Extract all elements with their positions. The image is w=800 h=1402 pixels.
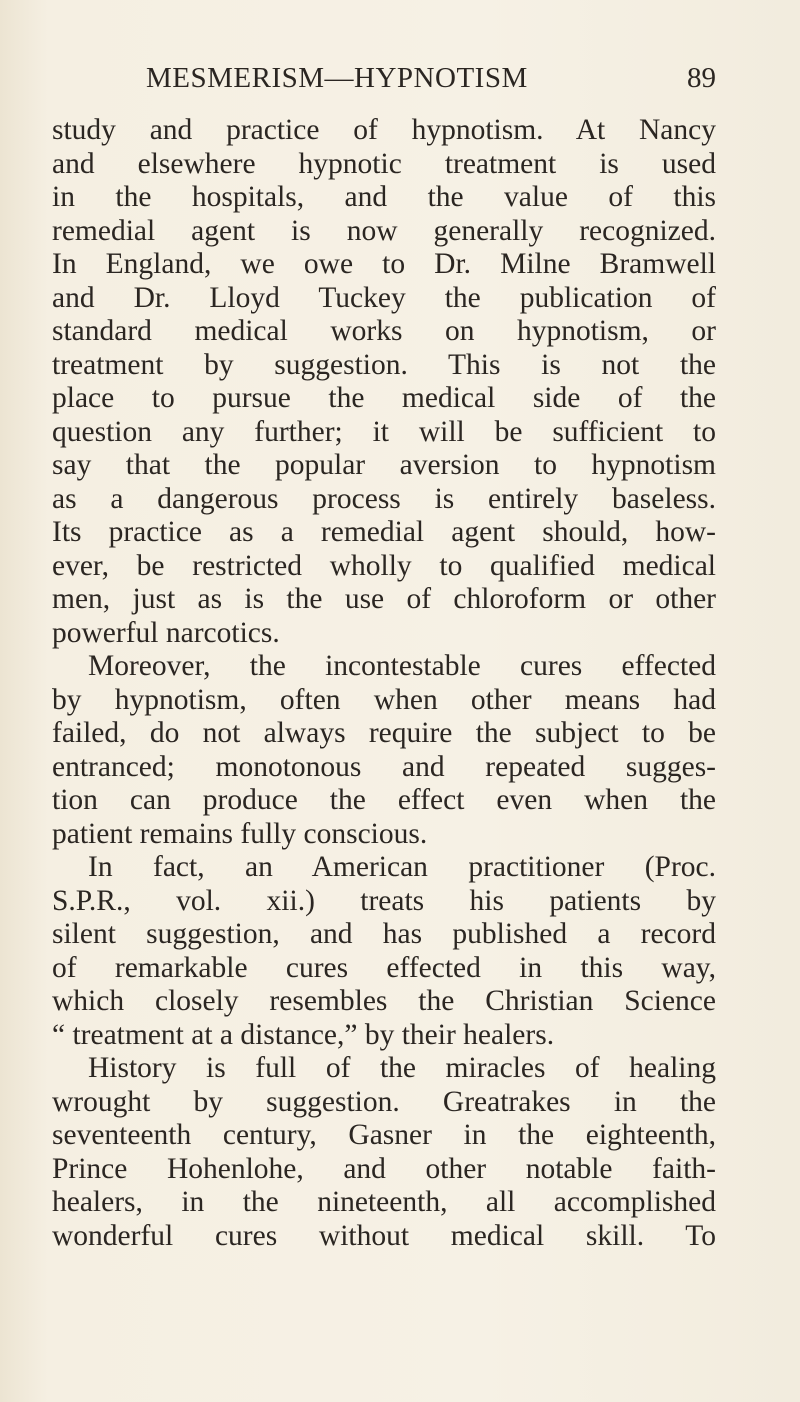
text-line: S.P.R., vol. xii.) treats his patients by: [52, 884, 716, 917]
text-line: of remarkable cures effected in this way,: [52, 951, 716, 984]
text-line: as a dangerous process is entirely baseless.: [52, 482, 716, 515]
text-line: remedial agent is now generally recognized.: [52, 214, 716, 247]
text-line: wrought by suggestion. Greatrakes in the: [52, 1085, 716, 1118]
text-line: History is full of the miracles of healing: [88, 1052, 716, 1084]
text-line: wonderful cures without medical skill. To: [52, 1219, 716, 1252]
text-line: standard medical works on hypnotism, or: [52, 315, 716, 347]
text-line: healers, in the nineteenth, all accomplished: [52, 1186, 716, 1218]
text-line: by hypnotism, often when other means had: [52, 683, 716, 716]
text-line: “ treatment at a distance,” by their healers.: [52, 1018, 555, 1051]
text-line: which closely resembles the Christian Science: [52, 985, 716, 1017]
text-line: study and practice of hypnotism. At Nancy: [52, 114, 716, 146]
text-line: tion can produce the effect even when the: [52, 784, 716, 816]
text-line: question any further; it will be sufficient to: [52, 415, 716, 448]
text-line: in the hospitals, and the value of this: [52, 181, 716, 213]
text-line: failed, do not always require the subject to be: [52, 717, 716, 749]
text-line: men, just as is the use of chloroform or other: [52, 583, 716, 615]
body-text: [52, 114, 716, 1253]
text-line: place to pursue the medical side of the: [52, 382, 716, 414]
page-number: 89: [687, 62, 716, 94]
text-line: silent suggestion, and has published a record: [52, 918, 716, 950]
text-line: Moreover, the incontestable cures effected: [88, 650, 716, 682]
text-line: entranced; monotonous and repeated sugges-: [52, 750, 716, 783]
text-line: In England, we owe to Dr. Milne Bramwell: [52, 248, 716, 280]
text-line: treatment by suggestion. This is not the: [52, 348, 716, 381]
text-line: Prince Hohenlohe, and other notable faith-: [52, 1152, 716, 1185]
text-line: In fact, an American practitioner (Proc.: [88, 851, 716, 883]
text-line: Its practice as a remedial agent should, how-: [52, 516, 716, 548]
text-line: seventeenth century, Gasner in the eighteenth,: [52, 1119, 716, 1151]
running-head: [146, 62, 716, 102]
text-line: and Dr. Lloyd Tuckey the publication of: [52, 281, 716, 314]
text-line: and elsewhere hypnotic treatment is used: [52, 147, 716, 180]
running-title: MESMERISM—HYPNOTISM: [146, 62, 528, 94]
text-line: ever, be restricted wholly to qualified medical: [52, 549, 716, 582]
text-line: powerful narcotics.: [52, 616, 280, 649]
text-line: patient remains fully conscious.: [52, 817, 428, 850]
text-line: say that the popular aversion to hypnotism: [52, 449, 716, 481]
